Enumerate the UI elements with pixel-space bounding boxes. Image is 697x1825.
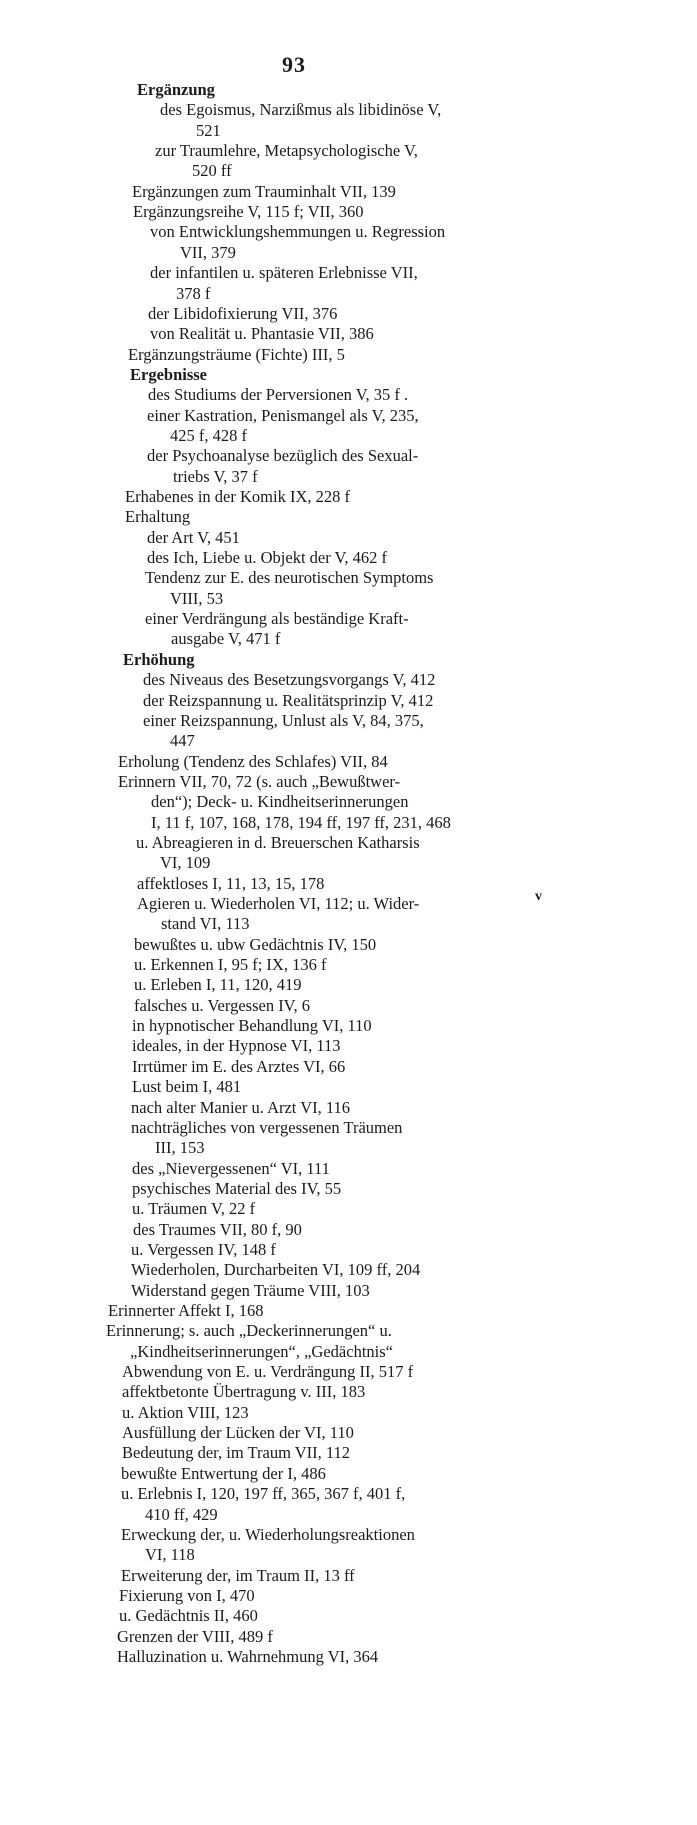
margin-mark: v — [535, 889, 542, 904]
index-line: u. Erkennen I, 95 f; IX, 136 f — [134, 955, 327, 974]
index-line: der Art V, 451 — [147, 528, 240, 547]
index-line: von Realität u. Phantasie VII, 386 — [150, 324, 374, 343]
index-line: nachträgliches von vergessenen Träumen — [131, 1118, 403, 1137]
index-line: Erholung (Tendenz des Schlafes) VII, 84 — [118, 752, 388, 771]
index-line: des Studiums der Perversionen V, 35 f . — [148, 385, 409, 404]
index-line: zur Traumlehre, Metapsychologische V, — [155, 141, 418, 160]
index-line: Erinnerter Affekt I, 168 — [108, 1301, 264, 1320]
index-line: von Entwicklungshemmungen u. Regression — [150, 222, 446, 241]
index-line: stand VI, 113 — [161, 914, 250, 933]
index-line: u. Aktion VIII, 123 — [122, 1403, 249, 1422]
index-line: Ergänzung — [137, 80, 215, 99]
index-line: u. Erleben I, 11, 120, 419 — [134, 975, 302, 994]
index-line: Erweiterung der, im Traum II, 13 ff — [121, 1566, 355, 1585]
index-line: Erhöhung — [123, 650, 195, 669]
index-line: Erweckung der, u. Wiederholungsreaktionen — [121, 1525, 415, 1544]
index-line: einer Reizspannung, Unlust als V, 84, 375, — [143, 711, 424, 730]
index-line: einer Verdrängung als beständige Kraft- — [145, 609, 409, 628]
index-line: Bedeutung der, im Traum VII, 112 — [122, 1443, 351, 1462]
index-line: einer Kastration, Penismangel als V, 235, — [147, 406, 419, 425]
index-line: VI, 118 — [145, 1545, 195, 1564]
index-line: Agieren u. Wiederholen VI, 112; u. Wider- — [137, 894, 420, 913]
index-line: der Psychoanalyse bezüglich des Sexual- — [147, 446, 419, 465]
index-line: I, 11 f, 107, 168, 178, 194 ff, 197 ff, 231, 468 — [151, 813, 451, 832]
index-line: 521 — [196, 121, 221, 140]
index-line: 447 — [170, 731, 195, 750]
index-line: Lust beim I, 481 — [132, 1077, 242, 1096]
index-line: psychisches Material des IV, 55 — [132, 1179, 342, 1198]
index-line: bewußtes u. ubw Gedächtnis IV, 150 — [134, 935, 377, 954]
index-line: der Libidofixierung VII, 376 — [148, 304, 338, 323]
index-line: Ergebnisse — [130, 365, 208, 384]
index-line: „Kindheitserinnerungen“, „Gedächtnis“ — [130, 1342, 393, 1361]
index-line: ausgabe V, 471 f — [171, 629, 281, 648]
index-line: des Niveaus des Besetzungsvorgangs V, 412 — [143, 670, 436, 689]
index-line: der infantilen u. späteren Erlebnisse VII, — [150, 263, 418, 282]
index-line: VI, 109 — [160, 853, 211, 872]
index-line: Widerstand gegen Träume VIII, 103 — [131, 1281, 370, 1300]
index-line: affektbetonte Übertragung v. III, 183 — [122, 1382, 366, 1401]
index-line: VII, 379 — [180, 243, 236, 262]
index-line: falsches u. Vergessen IV, 6 — [134, 996, 310, 1015]
index-line: u. Erlebnis I, 120, 197 ff, 365, 367 f, 401 f, — [121, 1484, 406, 1503]
index-line: ideales, in der Hypnose VI, 113 — [132, 1036, 341, 1055]
index-line: affektloses I, 11, 13, 15, 178 — [137, 874, 325, 893]
index-line: Halluzination u. Wahrnehmung VI, 364 — [117, 1647, 379, 1666]
index-line: 520 ff — [192, 161, 232, 180]
index-line: der Reizspannung u. Realitätsprinzip V, 412 — [143, 691, 434, 710]
index-line: Tendenz zur E. des neurotischen Symptoms — [145, 568, 434, 587]
index-line: Erhaltung — [125, 507, 191, 526]
index-line: Wiederholen, Durcharbeiten VI, 109 ff, 204 — [131, 1260, 421, 1279]
index-line: Erhabenes in der Komik IX, 228 f — [125, 487, 350, 506]
index-line: Ergänzungsreihe V, 115 f; VII, 360 — [133, 202, 364, 221]
index-line: III, 153 — [155, 1138, 205, 1157]
page-number: 93 — [282, 52, 306, 77]
index-line: Fixierung von I, 470 — [119, 1586, 255, 1605]
index-line: u. Abreagieren in d. Breuerschen Katharsis — [136, 833, 420, 852]
index-line: 378 f — [176, 284, 211, 303]
index-line: in hypnotischer Behandlung VI, 110 — [132, 1016, 372, 1035]
index-line: 425 f, 428 f — [170, 426, 247, 445]
index-line: des „Nievergessenen“ VI, 111 — [132, 1159, 330, 1178]
index-line: u. Vergessen IV, 148 f — [131, 1240, 276, 1259]
index-line: Ergänzungen zum Trauminhalt VII, 139 — [132, 182, 396, 201]
index-line: nach alter Manier u. Arzt VI, 116 — [131, 1098, 351, 1117]
index-line: 410 ff, 429 — [145, 1505, 218, 1524]
index-line: bewußte Entwertung der I, 486 — [121, 1464, 326, 1483]
index-line: Irrtümer im E. des Arztes VI, 66 — [132, 1057, 346, 1076]
index-line: des Ich, Liebe u. Objekt der V, 462 f — [147, 548, 387, 567]
index-line: VIII, 53 — [170, 589, 224, 608]
index-line: Grenzen der VIII, 489 f — [117, 1627, 273, 1646]
index-line: Ausfüllung der Lücken der VI, 110 — [122, 1423, 354, 1442]
index-line: u. Gedächtnis II, 460 — [119, 1606, 258, 1625]
index-line: Abwendung von E. u. Verdrängung II, 517 f — [122, 1362, 414, 1381]
index-line: Erinnern VII, 70, 72 (s. auch „Bewußtwer- — [118, 772, 401, 791]
index-line: des Egoismus, Narzißmus als libidinöse V, — [160, 100, 442, 119]
index-line: Erinnerung; s. auch „Deckerinnerungen“ u. — [106, 1321, 392, 1340]
index-line: u. Träumen V, 22 f — [132, 1199, 256, 1218]
index-line: des Traumes VII, 80 f, 90 — [133, 1220, 302, 1239]
index-line: triebs V, 37 f — [173, 467, 258, 486]
index-line: Ergänzungsträume (Fichte) III, 5 — [128, 345, 345, 364]
index-line: den“); Deck- u. Kindheitserinnerungen — [151, 792, 409, 811]
